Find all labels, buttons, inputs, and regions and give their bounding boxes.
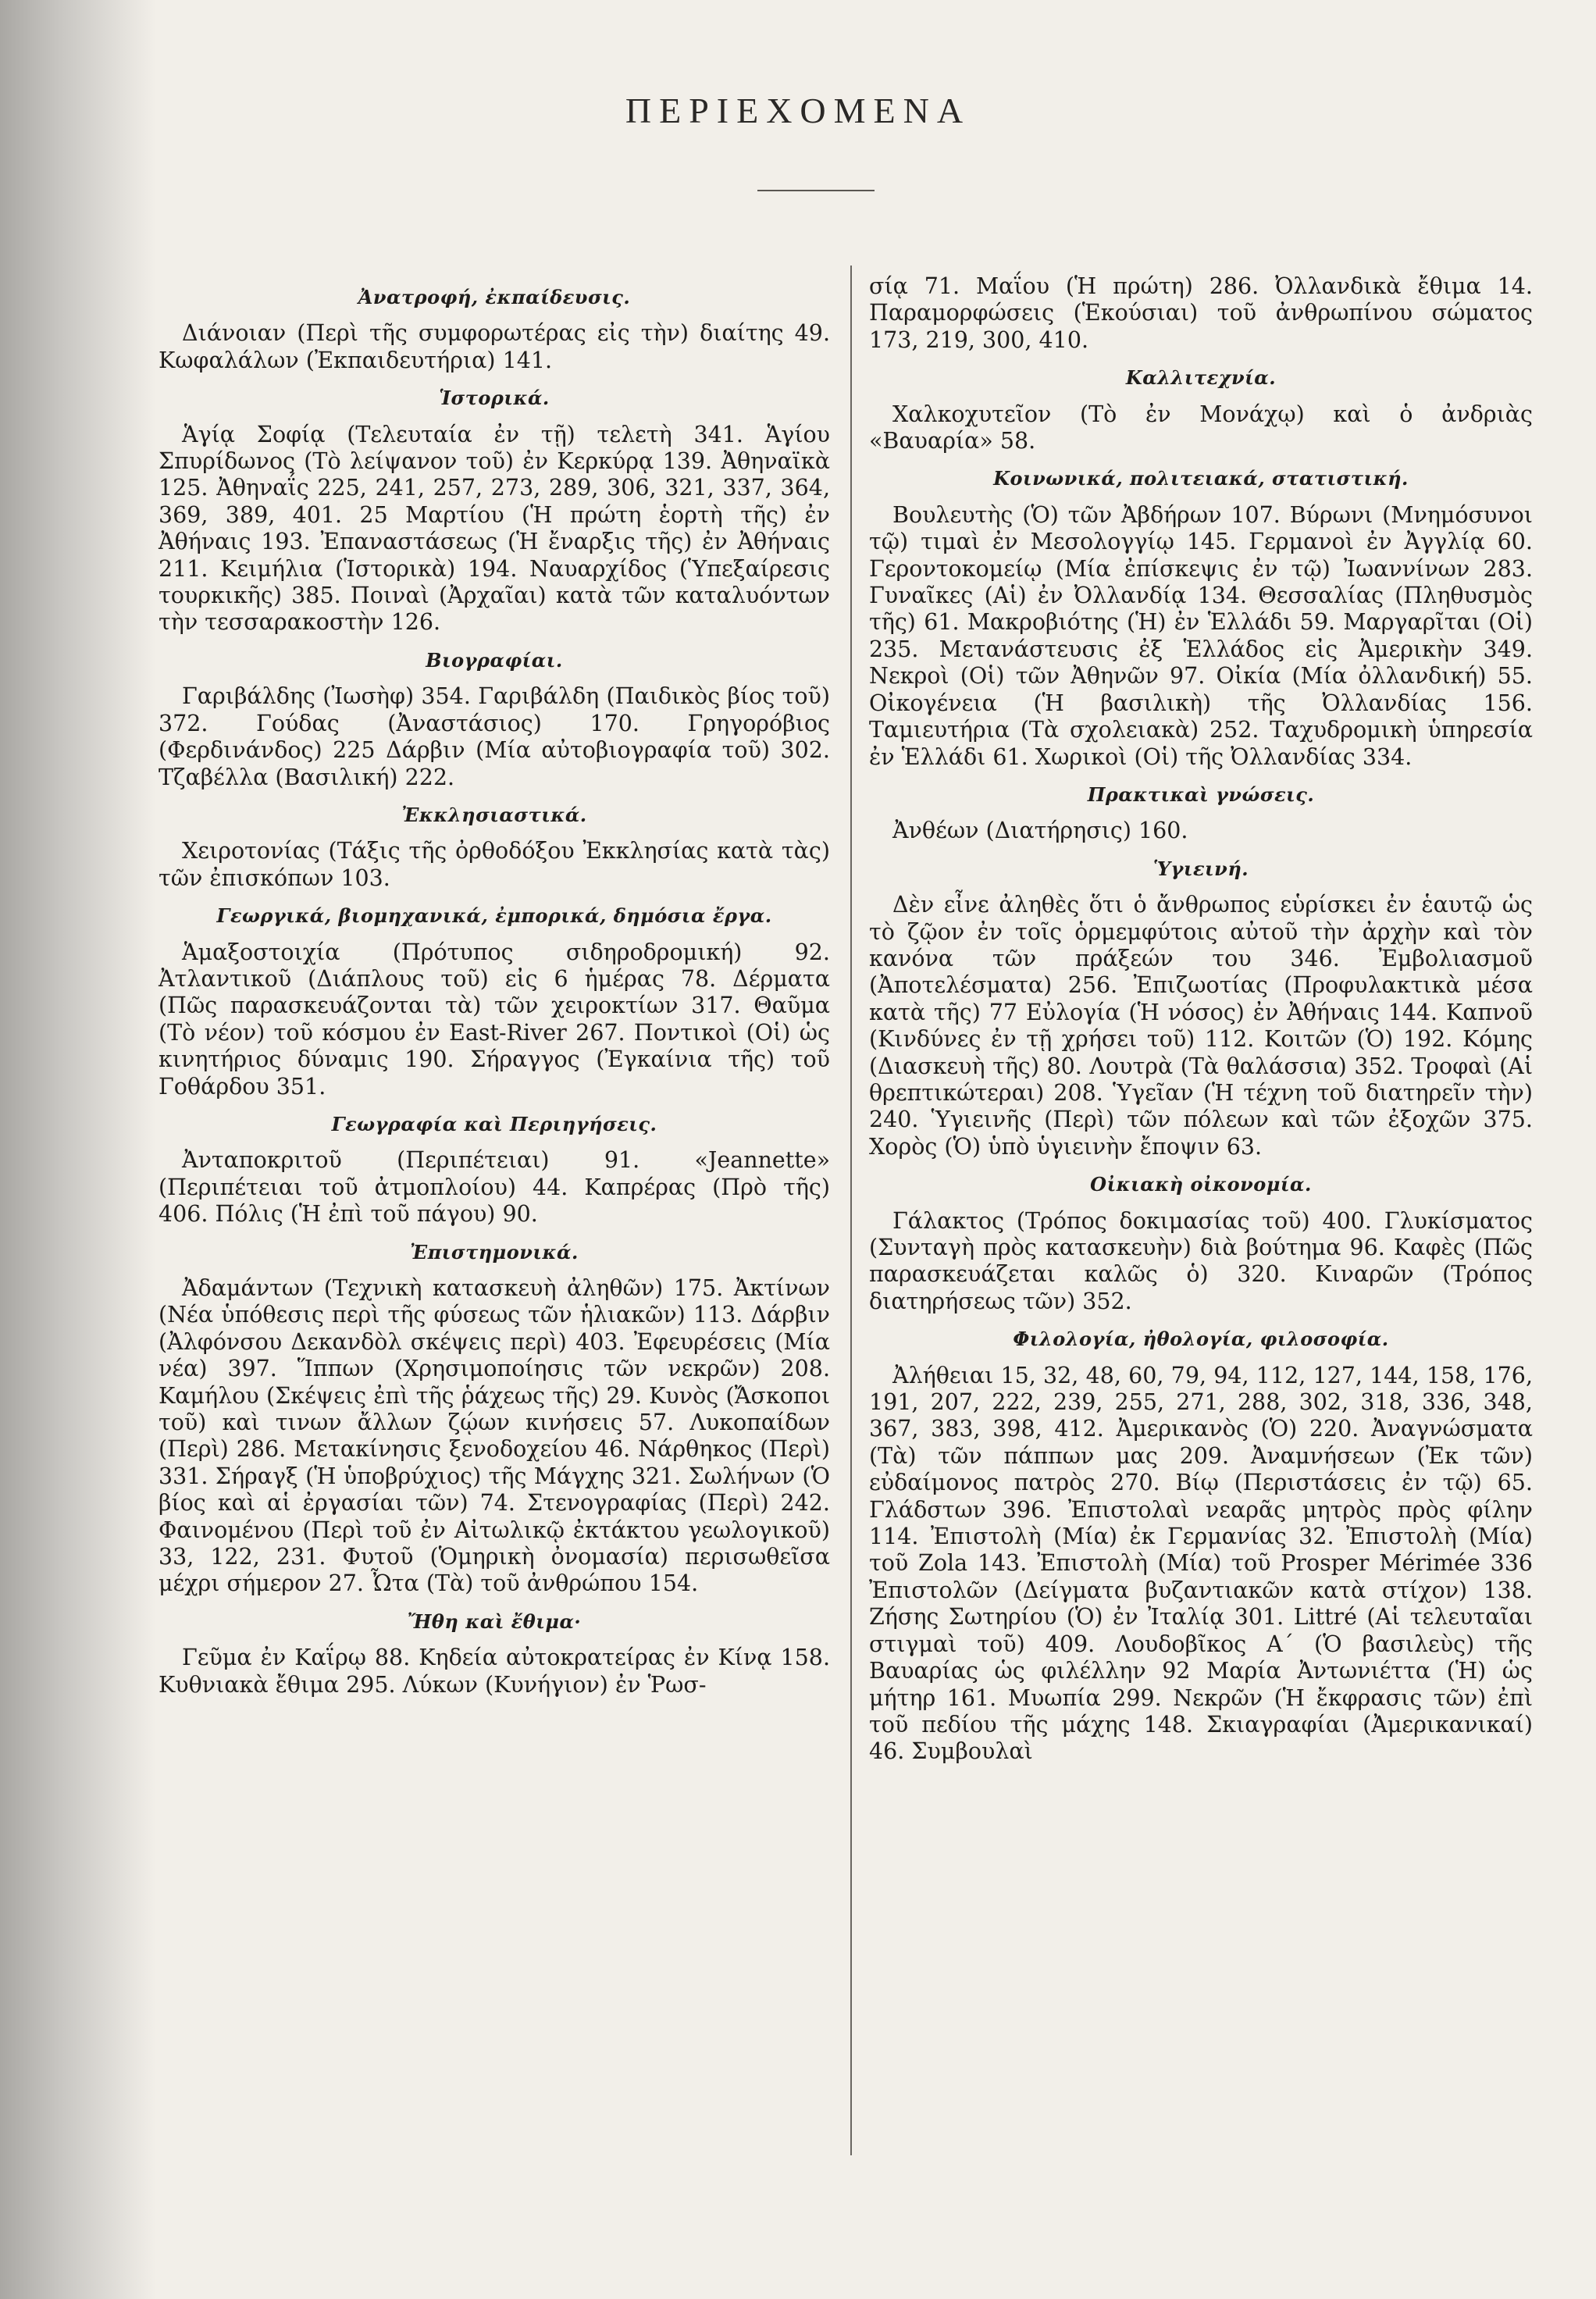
page-title: ΠΕΡΙΕΧΟΜΕΝΑ xyxy=(625,91,971,130)
section-entries: Διάνοιαν (Περὶ τῆς συμφορωτέρας εἰς τὴν) διαίτης 49. Κωφαλάλων (Ἐκπαιδευτήρια) 141. xyxy=(159,320,830,373)
section-entries: Ἁγίᾳ Σοφίᾳ (Τελευταία ἐν τῇ) τελετὴ 341. Ἁγίου Σπυρίδωνος (Τὸ λείψανον τοῦ) ἐν Κερκύρᾳ 139. Ἀθηναϊκὰ 125. Ἀθηναΐς 225, 241, 257, 273, 289, 306, 321, 337, 364, 369, 389, 401. 25 Μαρτίου (Ἡ πρώτη ἑορτὴ τῆς) ἐν Ἀθήναις 193. Ἐπαναστάσεως (Ἡ ἔναρξις τῆς) ἐν Ἀθήναις 211. Κειμήλια (Ἱστορικὰ) 194. Ναυαρχίδος (Ὑπεξαίρεσις τουρκικῆς) 385. Ποιναὶ (Ἀρχαῖαι) κατὰ τῶν καταλυόντων τὴν τεσσαρακοστὴν 126. xyxy=(159,421,830,636)
section-heading: Ἤθη καὶ ἔθιμα· xyxy=(407,1609,582,1633)
section-entries: Ἀνθέων (Διατήρησις) 160. xyxy=(892,818,1188,844)
section-agriculture-industry xyxy=(159,903,830,1100)
section-heading: Πρακτικαὶ γνώσεις. xyxy=(1087,782,1315,806)
section-practical-knowledge xyxy=(869,782,1533,845)
section-heading: Φιλολογία, ἠθολογία, φιλοσοφία. xyxy=(1013,1328,1389,1351)
section-entries: Χαλκοχυτεῖον (Τὸ ἐν Μονάχῳ) καὶ ὁ ἀνδριὰς «Βαυαρία» 58. xyxy=(869,401,1533,454)
section-entries: Χειροτονίας (Τάξις τῆς ὀρθοδόξου Ἐκκλησίας κατὰ τὰς) τῶν ἐπισκόπων 103. xyxy=(159,838,830,891)
section-historical xyxy=(159,385,830,636)
section-heading: Ἐπιστημονικά. xyxy=(410,1240,579,1264)
section-heading: Καλλιτεχνία. xyxy=(1125,366,1277,390)
column-divider xyxy=(850,266,852,2155)
section-home-economics xyxy=(869,1171,1533,1315)
section-heading: Γεωγραφία καὶ Περιηγήσεις. xyxy=(331,1112,657,1135)
section-biographies xyxy=(159,647,830,791)
section-scientific xyxy=(159,1239,830,1598)
section-fine-arts xyxy=(869,365,1533,454)
section-social-statistics xyxy=(869,465,1533,770)
title-rule xyxy=(757,190,875,191)
section-heading: Κοινωνικά, πολιτειακά, στατιστική. xyxy=(993,467,1409,490)
section-entries: Γεῦμα ἐν Καΐρῳ 88. Κηδεία αὐτοκρατείρας ἐν Κίνᾳ 158. Κυθνιακὰ ἔθιμα 295. Λύκων (Κυνήγιον) ἐν Ῥωσ- xyxy=(159,1645,830,1698)
section-entries: Ἁμαξοστοιχία (Πρότυπος σιδηροδρομική) 92. Ἀτλαντικοῦ (Διάπλους τοῦ) εἰς 6 ἡμέρας 78. Δέρματα (Πῶς παρασκευάζονται τὰ) τῶν χειροκτίων 317. Θαῦμα (Τὸ νέον) τοῦ κόσμου ἐν East-River 267. Ποντικοὶ (Οἱ) ὡς κινητήριος δύναμις 190. Σήραγγος (Ἐγκαίνια τῆς) τοῦ Γοθάρδου 351. xyxy=(159,939,830,1100)
page-edge-shadow xyxy=(0,0,156,2299)
section-entries: Βουλευτὴς (Ὁ) τῶν Ἀβδήρων 107. Βύρωνι (Μνημόσυνοι τῷ) τιμαὶ ἐν Μεσολογγίῳ 145. Γερμανοὶ ἐν Ἀγγλίᾳ 60. Γεροντοκομείῳ (Μία ἐπίσκεψις ἐν τῷ) Ἰωαννίνων 283. Γυναῖκες (Αἱ) ἐν Ὀλλανδίᾳ 134. Θεσσαλίας (Πληθυσμὸς τῆς) 61. Μακροβιότης (Ἡ) ἐν Ἑλλάδι 59. Μαργαρῖται (Οἱ) 235. Μετανάστευσις ἐξ Ἑλλάδος εἰς Ἀμερικὴν 349. Νεκροὶ (Οἱ) τῶν Ἀθηνῶν 97. Οἰκία (Μία ὀλλανδική) 55. Οἰκογένεια (Ἡ βασιλικὴ) τῆς Ὀλλανδίας 156. Ταμιευτήρια (Τὰ σχολειακὰ) 252. Ταχυδρομικὴ ὑπηρεσία ἐν Ἑλλάδι 61. Χωρικοὶ (Οἱ) τῆς Ὀλλανδίας 334. xyxy=(869,501,1533,770)
section-entries: Ἀδαμάντων (Τεχνικὴ κατασκευὴ ἀληθῶν) 175. Ἀκτίνων (Νέα ὑπόθεσις περὶ τῆς φύσεως τῶν ἡλιακῶν) 113. Δάρβιν (Ἀλφόνσου Δεκανδὸλ σκέψεις περὶ) 403. Ἐφευρέσεις (Μία νέα) 397. Ἵππων (Χρησιμοποίησις τῶν νεκρῶν) 208. Καμήλου (Σκέψεις ἐπὶ τῆς ῥάχεως τῆς) 29. Κυνὸς (Ἄσκοποι τοῦ) καὶ τινων ἄλλων ζῴων κινήσεις 57. Λυκοπαίδων (Περὶ) 286. Μετακίνησις ξενοδοχείου 46. Νάρθηκος (Περὶ) 331. Σήραγξ (Ἡ ὑποβρύχιος) τῆς Μάγχης 321. Σωλήνων (Ὁ βίος καὶ αἱ ἐργασίαι τῶν) 74. Στενογραφίας (Περὶ) 242. Φαινομένου (Περὶ τοῦ ἐν Αἰτωλικῷ ἐκτάκτου γεωλογικοῦ) 33, 122, 231. Φυτοῦ (Ὁμηρικὴ ὀνομασία) περισωθεῖσα μέχρι σήμερον 27. Ὦτα (Τὰ) τοῦ ἀνθρώπου 154. xyxy=(159,1275,830,1597)
right-column xyxy=(869,273,1533,1766)
section-customs-continued xyxy=(869,273,1533,354)
section-geography-travel xyxy=(159,1111,830,1228)
section-philology xyxy=(869,1326,1533,1766)
section-entries: Ἀλήθειαι 15, 32, 48, 60, 79, 94, 112, 127, 144, 158, 176, 191, 207, 222, 239, 255, 271, 288, 302, 318, 336, 348, 367, 383, 398, 412. Ἀμερικανὸς (Ὁ) 220. Ἀναγνώσματα (Τὰ) τῶν πάππων μας 209. Ἀναμνήσεων (Ἐκ τῶν) εὐδαίμονος πατρὸς 270. Βίῳ (Περιστάσεις ἐν τῷ) 65. Γλάδστων 396. Ἐπιστολαὶ νεαρᾶς μητρὸς πρὸς φίλην 114. Ἐπιστολὴ (Μία) ἐκ Γερμανίας 32. Ἐπιστολὴ (Μία) τοῦ Zola 143. Ἐπιστολὴ (Μία) τοῦ Prosper Mérimée 336 Ἐπιστολῶν (Δείγματα βυζαντιακῶν κατὰ στίχον) 138. Ζήσης Σωτηρίου (Ὁ) ἐν Ἰταλίᾳ 301. Littré (Αἱ τελευταῖαι στιγμαὶ τοῦ) 409. Λουδοβῖκος Α΄ (Ὁ βασιλεὺς) τῆς Βαυαρίας ὡς φιλέλλην 92 Μαρία Ἀντωνιέττα (Ἡ) ὡς μήτηρ 161. Μυωπία 299. Νεκρῶν (Ἡ ἔκφρασις τῶν) ἐπὶ τοῦ πεδίου τῆς μάχης 148. Σκιαγραφίαι (Ἀμερικανικαί) 46. Συμβουλαὶ xyxy=(869,1362,1533,1765)
section-entries: Γαριβάλδης (Ἰωσὴφ) 354. Γαριβάλδη (Παιδικὸς βίος τοῦ) 372. Γούδας (Ἀναστάσιος) 170. Γρηγορόβιος (Φερδινάνδος) 225 Δάρβιν (Μία αὐτοβιογραφία τοῦ) 302. Τζαβέλλα (Βασιλική) 222. xyxy=(159,683,830,790)
section-upbringing xyxy=(159,284,830,374)
section-entries: Δὲν εἶνε ἀληθὲς ὅτι ὁ ἄνθρωπος εὑρίσκει ἐν ἑαυτῷ ὡς τὸ ζῷον ἐν τοῖς ὁρμεμφύτοις αὐτοῦ τὴν ἀρχὴν καὶ τὸν κανόνα τῶν πράξεών του 346. Ἐμβολιασμοῦ (Ἀποτελέσματα) 256. Ἐπιζωοτίας (Προφυλακτικὰ μέσα κατὰ τῆς) 77 Εὐλογία (Ἡ νόσος) ἐν Ἀθήναις 144. Καπνοῦ (Κινδύνες ἐν τῇ χρήσει τοῦ) 112. Κοιτῶν (Ὁ) 192. Κόμης (Διασκευὴ τῆς) 80. Λουτρὰ (Τὰ θαλάσσια) 352. Τροφαὶ (Αἱ θρεπτικώτεραι) 208. Ὑγεῖαν (Ἡ τέχνη τοῦ διατηρεῖν τὴν) 240. Ὑγιεινῆς (Περὶ) τῶν πόλεων καὶ τῶν ἐξοχῶν 375. Χορὸς (Ὁ) ὑπὸ ὑγιεινὴν ἔποψιν 63. xyxy=(869,892,1533,1160)
section-ecclesiastical xyxy=(159,802,830,892)
section-heading: Ἀνατροφή, ἐκπαίδευσις. xyxy=(358,286,631,308)
section-hygiene xyxy=(869,856,1533,1160)
section-heading: Οἰκιακὴ οἰκονομία. xyxy=(1090,1173,1312,1196)
section-heading: Βιογραφίαι. xyxy=(426,648,563,672)
section-heading: Ὑγιεινή. xyxy=(1152,857,1249,880)
section-entries: σίᾳ 71. Μαΐου (Ἡ πρώτη) 286. Ὀλλανδικὰ ἔθιμα 14. Παραμορφώσεις (Ἑκούσιαι) τοῦ ἀνθρωπίνου σώματος 173, 219, 300, 410. xyxy=(869,273,1533,353)
left-column xyxy=(159,273,830,1698)
section-heading: Ἐκκλησιαστικά. xyxy=(401,803,587,826)
section-entries: Γάλακτος (Τρόπος δοκιμασίας τοῦ) 400. Γλυκίσματος (Συνταγὴ πρὸς κατασκευὴν) διὰ βούτημα 96. Καφὲς (Πῶς παρασκευάζεται καλῶς ὁ) 320. Κιναρῶν (Τρόπος διατηρήσεως τῶν) 352. xyxy=(869,1207,1533,1314)
section-heading: Ἱστορικά. xyxy=(439,387,550,410)
section-heading: Γεωργικά, βιομηχανικά, ἐμπορικά, δημόσια ἔργα. xyxy=(216,904,772,928)
section-entries: Ἀνταποκριτοῦ (Περιπέτειαι) 91. «Jeannette» (Περιπέτειαι τοῦ ἀτμοπλοίου) 44. Καπρέρας (Πρὸ τῆς) 406. Πόλις (Ἡ ἐπὶ τοῦ πάγου) 90. xyxy=(159,1147,830,1228)
section-customs xyxy=(159,1609,830,1698)
